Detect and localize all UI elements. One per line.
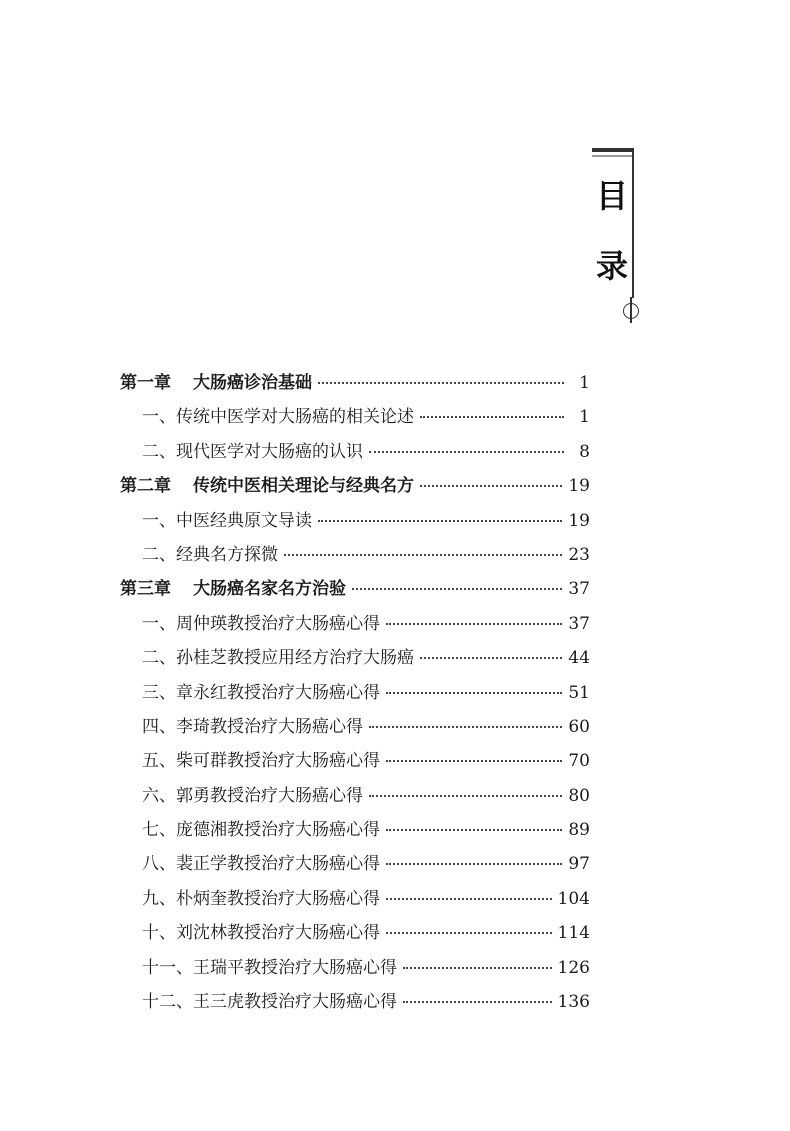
toc-entry-text: 五、柴可群教授治疗大肠癌心得 — [142, 751, 380, 772]
toc-section-entry[interactable] — [120, 643, 590, 677]
title-ornament-circle-icon — [623, 303, 639, 319]
table-of-contents — [120, 368, 590, 1021]
dot-leader — [386, 818, 562, 835]
toc-section-entry[interactable] — [120, 884, 590, 918]
toc-entry-title — [142, 712, 363, 737]
toc-entry-title — [142, 506, 312, 531]
toc-entry-title — [120, 471, 414, 496]
toc-entry-title — [142, 849, 380, 874]
toc-section-entry[interactable] — [120, 815, 590, 849]
toc-title-block — [592, 148, 652, 323]
toc-section-entry[interactable] — [120, 437, 590, 471]
toc-page-number: 70 — [568, 751, 590, 772]
toc-page-number: 89 — [568, 820, 590, 841]
page-title-char-1: 目 — [595, 177, 628, 215]
dot-leader — [369, 440, 564, 457]
toc-entry-text: 大肠癌诊治基础 — [193, 373, 312, 393]
toc-page-number: 19 — [568, 510, 590, 531]
title-ornament-bar — [592, 148, 634, 152]
dot-leader — [403, 956, 552, 973]
toc-page-number: 80 — [568, 785, 590, 806]
toc-section-entry[interactable] — [120, 987, 590, 1021]
toc-entry-text: 传统中医相关理论与经典名方 — [193, 476, 414, 497]
dot-leader — [369, 715, 562, 732]
toc-page-number: 114 — [557, 923, 590, 944]
dot-leader — [420, 646, 562, 663]
toc-entry-title — [142, 918, 380, 943]
toc-entry-text: 十一、王瑞平教授治疗大肠癌心得 — [142, 957, 397, 978]
toc-section-entry[interactable] — [120, 712, 590, 746]
toc-entry-title — [142, 884, 380, 909]
toc-entry-title — [142, 781, 363, 806]
toc-entry-title — [142, 609, 380, 634]
dot-leader — [369, 784, 562, 801]
toc-page-number: 37 — [568, 579, 590, 600]
toc-entry-text: 二、经典名方探微 — [142, 544, 278, 565]
dot-leader — [386, 921, 552, 938]
toc-page-number: 126 — [557, 957, 590, 978]
toc-entry-text: 七、庞德湘教授治疗大肠癌心得 — [142, 820, 380, 841]
toc-entry-title — [142, 746, 380, 771]
title-ornament-vertical-line — [632, 148, 634, 298]
toc-section-entry[interactable] — [120, 781, 590, 815]
toc-entry-text: 二、孙桂芝教授应用经方治疗大肠癌 — [142, 648, 414, 669]
toc-page-number: 1 — [579, 407, 590, 428]
toc-section-entry[interactable] — [120, 506, 590, 540]
dot-leader — [386, 612, 562, 629]
dot-leader — [386, 852, 562, 869]
dot-leader — [352, 577, 562, 594]
toc-chapter-entry[interactable] — [120, 368, 590, 402]
toc-page-number: 44 — [568, 648, 590, 669]
toc-entry-text: 十二、王三虎教授治疗大肠癌心得 — [142, 992, 397, 1013]
dot-leader — [386, 887, 552, 904]
toc-entry-text: 一、中医经典原文导读 — [142, 510, 312, 531]
toc-entry-title — [142, 437, 363, 462]
toc-section-entry[interactable] — [120, 540, 590, 574]
dot-leader — [318, 509, 562, 526]
toc-entry-title — [142, 678, 380, 703]
toc-entry-text: 大肠癌名家名方治验 — [193, 579, 346, 600]
toc-page-number: 8 — [579, 441, 590, 462]
dot-leader — [284, 543, 562, 560]
chapter-number: 第二章 — [120, 476, 171, 497]
toc-entry-title — [142, 540, 278, 565]
toc-entry-text: 三、章永红教授治疗大肠癌心得 — [142, 682, 380, 703]
toc-section-entry[interactable] — [120, 678, 590, 712]
dot-leader — [403, 990, 552, 1007]
toc-entry-title — [142, 987, 397, 1012]
toc-entry-text: 六、郭勇教授治疗大肠癌心得 — [142, 785, 363, 806]
toc-entry-text: 九、朴炳奎教授治疗大肠癌心得 — [142, 888, 380, 909]
toc-chapter-entry[interactable] — [120, 471, 590, 505]
dot-leader — [386, 749, 562, 766]
toc-entry-text: 八、裴正学教授治疗大肠癌心得 — [142, 854, 380, 875]
toc-section-entry[interactable] — [120, 918, 590, 952]
toc-entry-title — [142, 953, 397, 978]
toc-page-number: 23 — [568, 544, 590, 565]
toc-section-entry[interactable] — [120, 746, 590, 780]
toc-page-number: 19 — [568, 476, 590, 497]
toc-entry-text: 一、周仲瑛教授治疗大肠癌心得 — [142, 613, 380, 634]
toc-entry-text: 二、现代医学对大肠癌的认识 — [142, 441, 363, 462]
chapter-number: 第三章 — [120, 579, 171, 600]
toc-page-number: 136 — [557, 992, 590, 1013]
title-ornament-thin-bar — [592, 155, 634, 157]
dot-leader — [420, 405, 564, 422]
toc-page-number: 1 — [579, 373, 590, 393]
toc-page-number: 104 — [557, 888, 590, 909]
toc-entry-title — [142, 402, 414, 427]
toc-entry-title — [142, 643, 414, 668]
toc-entry-text: 一、传统中医学对大肠癌的相关论述 — [142, 407, 414, 428]
toc-page-number: 60 — [568, 716, 590, 737]
dot-leader — [420, 474, 562, 491]
toc-entry-title — [142, 815, 380, 840]
toc-entry-title — [120, 574, 346, 599]
toc-section-entry[interactable] — [120, 402, 590, 436]
toc-section-entry[interactable] — [120, 849, 590, 883]
toc-page-number: 51 — [568, 682, 590, 703]
chapter-number: 第一章 — [120, 373, 171, 393]
page-title-char-2: 录 — [595, 247, 628, 285]
toc-entry-text: 十、刘沈林教授治疗大肠癌心得 — [142, 923, 380, 944]
toc-page-number: 97 — [568, 854, 590, 875]
toc-section-entry[interactable] — [120, 953, 590, 987]
toc-section-entry[interactable] — [120, 609, 590, 643]
toc-entry-title — [120, 368, 312, 393]
dot-leader — [386, 681, 562, 698]
toc-chapter-entry[interactable] — [120, 574, 590, 608]
toc-page-number: 37 — [568, 613, 590, 634]
toc-entry-text: 四、李琦教授治疗大肠癌心得 — [142, 716, 363, 737]
dot-leader — [318, 371, 564, 388]
